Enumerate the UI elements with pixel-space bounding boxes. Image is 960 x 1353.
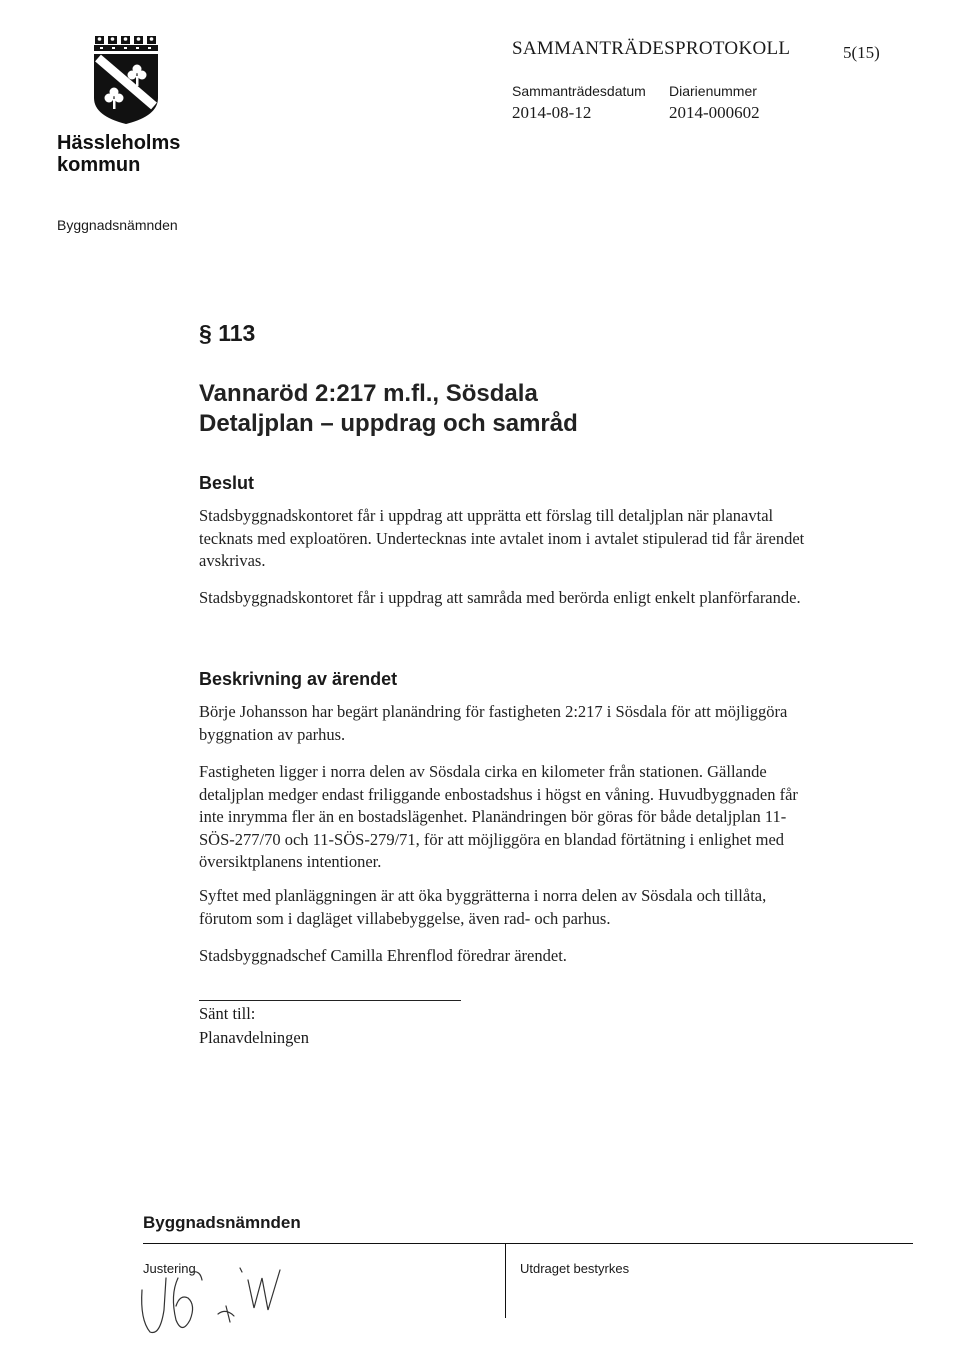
description-paragraph: Syftet med planläggningen är att öka byggrätterna i norra delen av Sösdala och tillåta, förutom som i dagläget villabebyggelse, även rad- och parhus. [199,886,767,928]
case-title [199,379,578,439]
meeting-date-label: Sammanträdesdatum [512,83,646,99]
section-number: 113 [218,320,256,346]
case-title-line: Vannaröd 2:217 m.fl., Sösdala [199,380,538,407]
footer-column-divider [505,1244,506,1318]
description-heading: Beskrivning av ärendet [199,669,398,689]
decision-heading: Beslut [199,473,255,493]
municipality-name [57,132,180,176]
description-paragraph: Börje Johansson har begärt planändring för fastigheten 2:217 i Sösdala för att möjliggöra byggnation av parhus. [199,702,788,744]
section-heading [199,320,255,347]
meeting-date: 2014-08-12 [512,103,592,122]
municipality-name-line: kommun [57,154,141,176]
case-title-line: Detaljplan – uppdrag och samråd [199,410,578,437]
justering-label: Justering [143,1261,196,1276]
description-paragraph: Fastigheten ligger i norra delen av Sösdala cirka en kilometer från stationen. Gällande detaljplan medger endast friliggande enbostadshus i högst en våning. Huvudbyggnaden får inte inrymma fler än en bostadslägenhet. Planändringen bör göras för både detaljplan 11-SÖS-277/70 och 11-SÖS-279/71, för att möjliggöra en blandad förtätning i enlighet med översiktplanens intentioner. [199,762,798,871]
case-number-label: Diarienummer [669,83,757,99]
case-number: 2014-000602 [669,103,760,122]
handwritten-signature-icon [130,1250,310,1345]
municipal-coat-of-arms-icon [92,36,160,126]
municipality-name-line: Hässleholms [57,132,181,154]
document-type: SAMMANTRÄDESPROTOKOLL [512,38,791,59]
footer-board-name: Byggnadsnämnden [143,1213,301,1232]
decision-paragraph: Stadsbyggnadskontoret får i uppdrag att samråda med berörda enligt enkelt planförfarande. [199,588,801,607]
sent-to-divider [199,1000,461,1001]
extract-certified-label: Utdraget bestyrkes [520,1261,630,1276]
decision-paragraph: Stadsbyggnadskontoret får i uppdrag att upprätta ett förslag till detaljplan när planavtal tecknats med exploatören. Undertecknas inte avtalet inom i avtalet stipulerad tid får ärendet avskrivas. [199,506,805,570]
footer-divider [143,1243,913,1244]
description-paragraph: Stadsbyggnadschef Camilla Ehrenflod föredrar ärendet. [199,946,567,965]
section-symbol: § [199,320,212,346]
sent-to-recipient: Planavdelningen [199,1028,309,1047]
board-name: Byggnadsnämnden [57,217,178,233]
logo [88,36,178,126]
page-number: 5(15) [843,43,880,62]
sent-to-label: Sänt till: [199,1004,256,1023]
